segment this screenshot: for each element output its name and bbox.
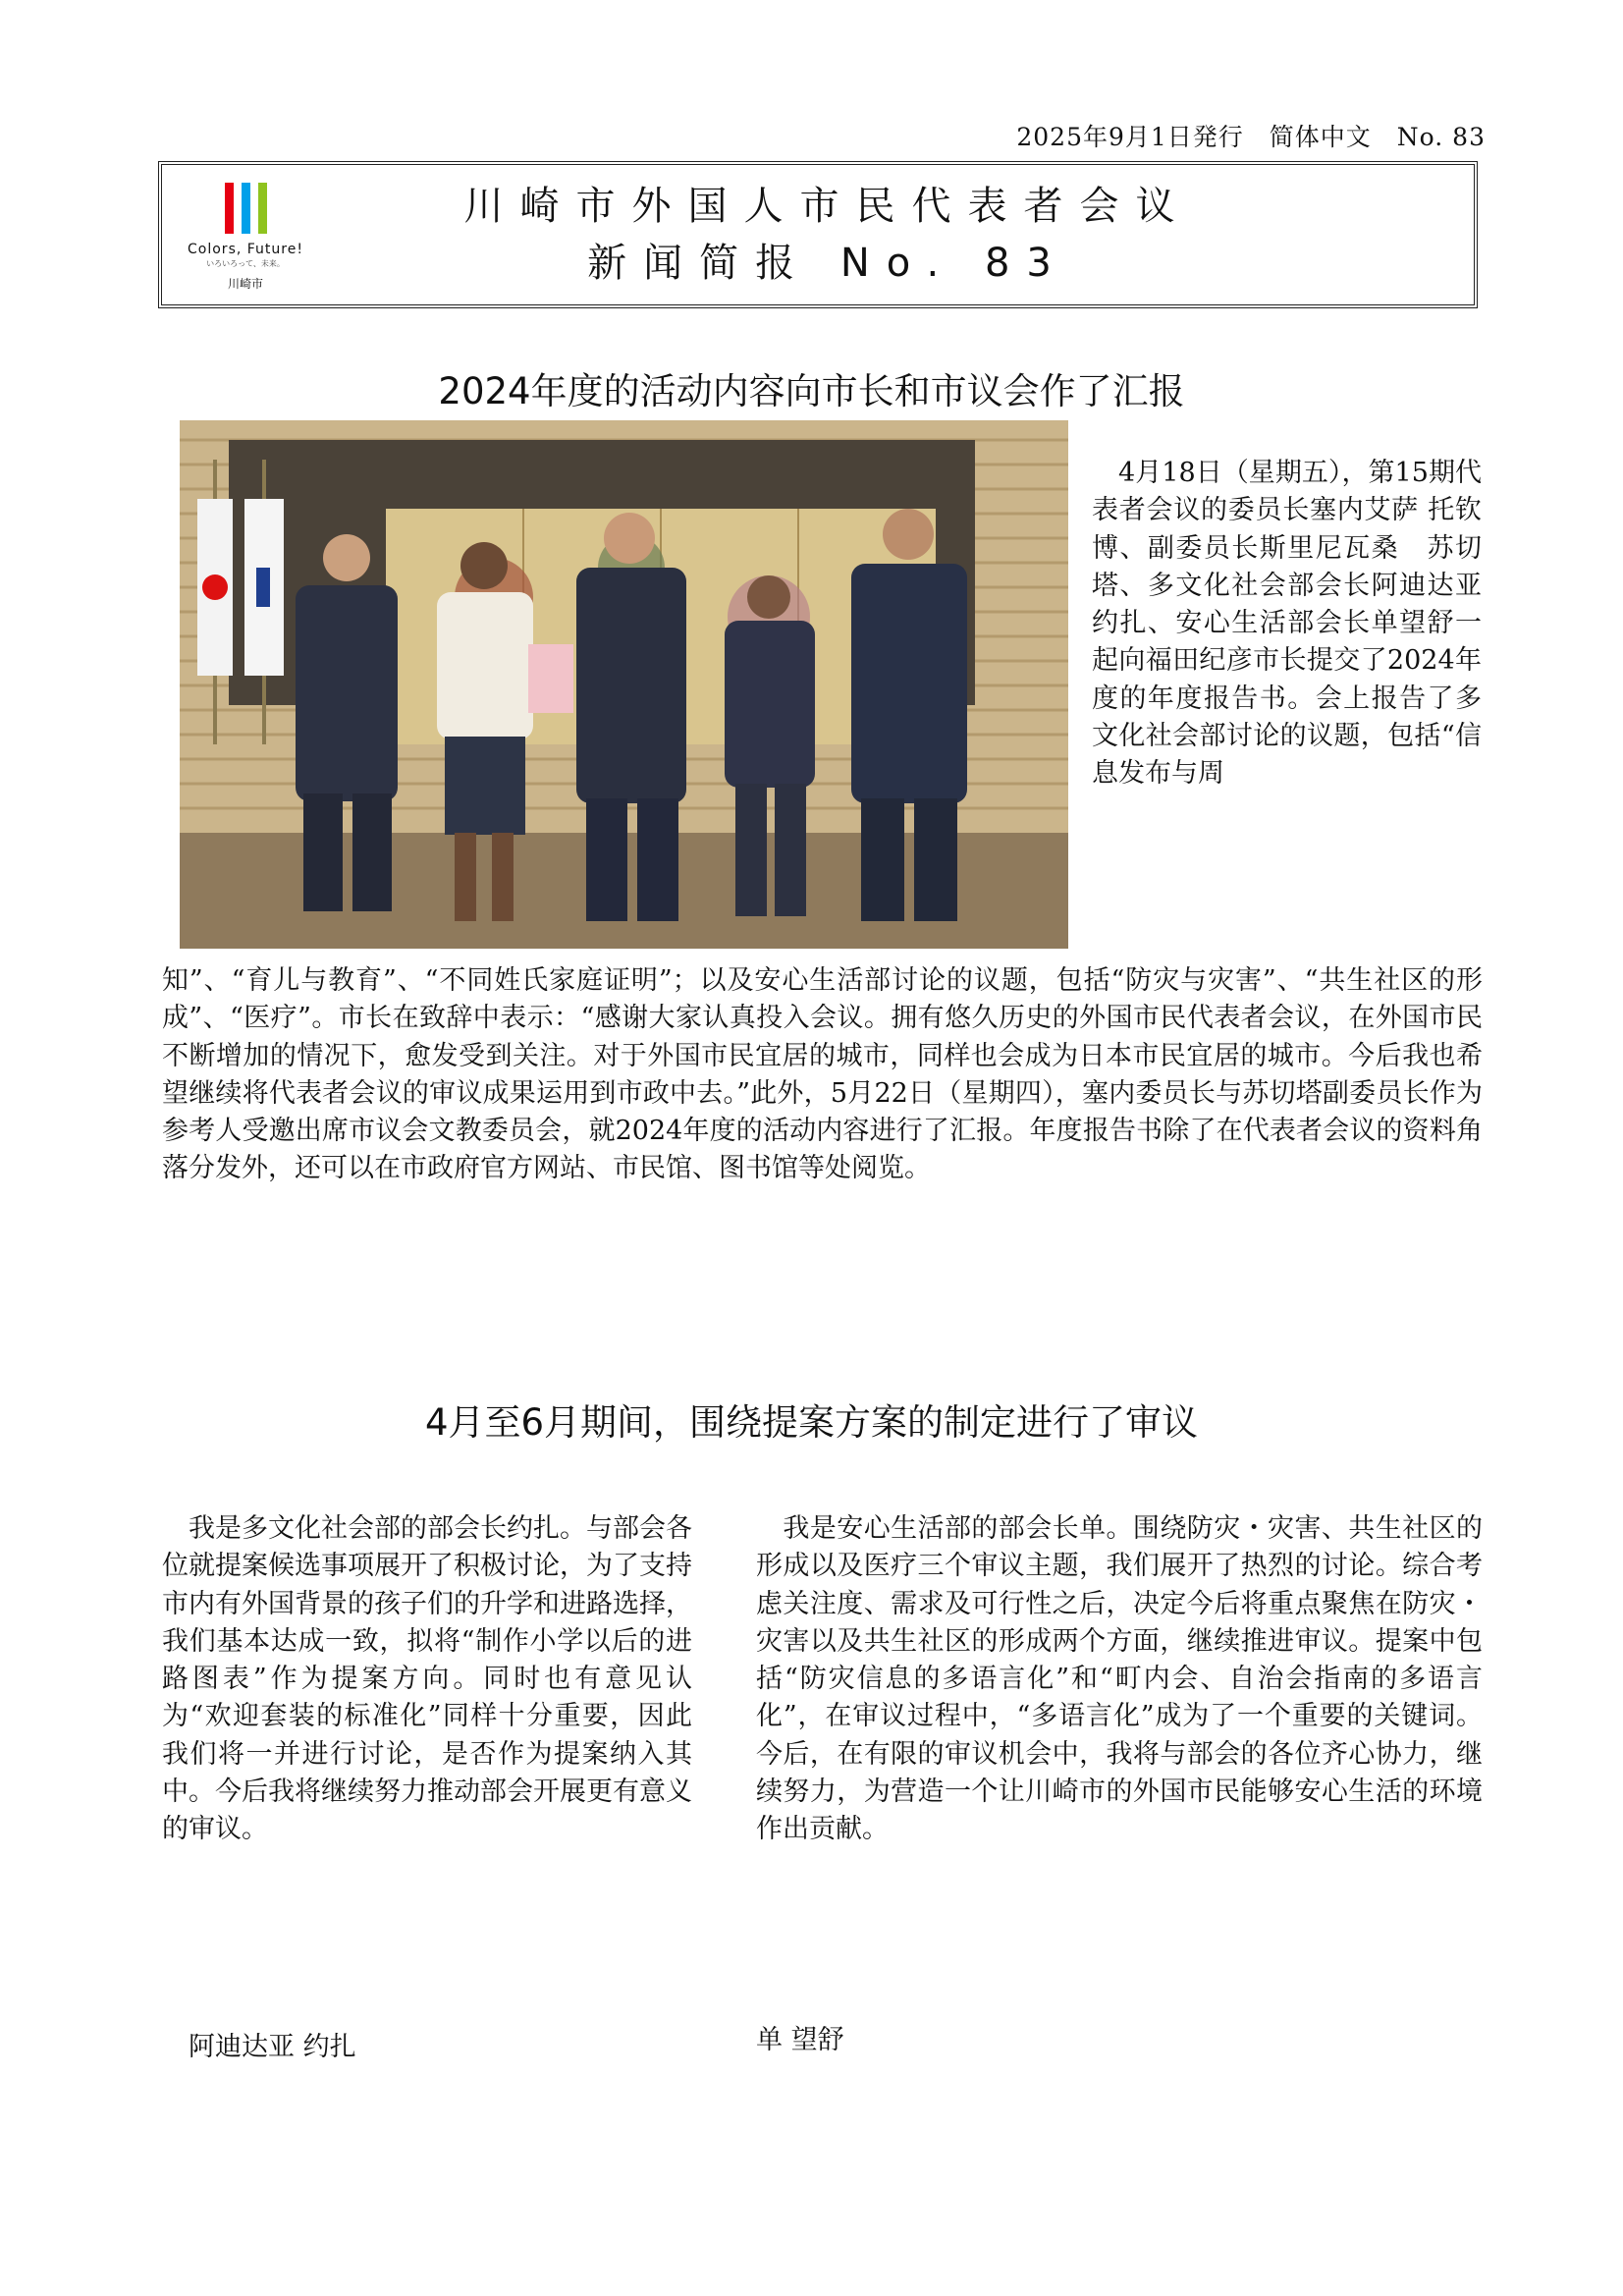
article2-column-left: 我是多文化社会部的部会长约扎。与部会各位就提案候选事项展开了积极讨论，为了支持市内有外国背景的孩子们的升学和进路选择，我们基本达成一致，拟将“制作小学以后的进路图表”作为提案方向。同时也有意见认为“欢迎套装的标准化”同样十分重要，因此我们将一并进行讨论，是否作为提案纳入其中。今后我将继续努力推动部会开展更有意义的审议。 xyxy=(162,1513,692,1845)
group-photo xyxy=(180,420,1068,949)
issue-date-line: 2025年9月1日発行 简体中文 No. 83 xyxy=(1016,123,1486,151)
article1-heading: 2024年度的活动内容向市长和市议会作了汇报 xyxy=(438,370,1185,412)
article2-signature-left: 阿迪达亚 约扎 xyxy=(189,2032,356,2062)
article2-signature-right: 单 望舒 xyxy=(756,2025,844,2055)
logo-bars-icon xyxy=(172,183,319,234)
article2-column-right: 我是安心生活部的部会长单。围绕防灾・灾害、共生社区的形成以及医疗三个审议主题，我们展开了热烈的讨论。综合考虑关注度、需求及可行性之后，决定今后将重点聚焦在防灾・灾害以及共生社区的形成两个方面，继续推进审议。提案中包括“防灾信息的多语言化”和“町内会、自治会指南的多语言化”，在审议过程中，“多语言化”成为了一个重要的关键词。今后，在有限的审议机会中，我将与部会的各位齐心协力，继续努力，为营造一个让川崎市的外国市民能够安心生活的环境作出贡献。 xyxy=(756,1513,1483,1845)
article1-text-full: 知”、“育儿与教育”、“不同姓氏家庭证明”；以及安心生活部讨论的议题，包括“防灾与灾害”、“共生社区的形成”、“医疗”。市长在致辞中表示：“感谢大家认真投入会议。拥有悠久历史的外国市民代表者会议，在外国市民不断增加的情况下，愈发受到关注。对于外国市民宜居的城市，同样也会成为日本市民宜居的城市。今后我也希望继续将代表者会议的审议成果运用到市政中去。”此外，5月22日（星期四），塞内委员长与苏切塔副委员长作为参考人受邀出席市议会文教委员会，就2024年度的活动内容进行了汇报。年度报告书除了在代表者会议的资料角落分发外，还可以在市政府官方网站、市民馆、图书馆等处阅览。 xyxy=(162,965,1483,1184)
logo-subline: いろいろって、未来。 xyxy=(206,259,285,268)
article2-heading: 4月至6月期间，围绕提案方案的制定进行了审议 xyxy=(424,1401,1199,1444)
article1-text-right: 4月18日（星期五），第15期代表者会议的委员长塞内艾萨 托钦博、副委员长斯里尼瓦桑 苏切塔、多文化社会部会长阿迪达亚 约扎、安心生活部会长单望舒一起向福田纪彦市长提交了2024年度的年度报告书。会上报告了多文化社会部讨论的议题，包括“信息发布与周 xyxy=(1092,458,1490,790)
city-logo xyxy=(172,179,319,301)
newsletter-subtitle: 新闻简报 No. 83 xyxy=(587,241,1068,286)
newsletter-title: 川崎市外国人市民代表者会议 xyxy=(463,184,1192,229)
group-photo-illustration xyxy=(180,420,1068,949)
logo-wordmark: Colors, Future! xyxy=(188,242,303,257)
masthead xyxy=(158,161,1478,308)
logo-city-name: 川崎市 xyxy=(227,277,263,291)
